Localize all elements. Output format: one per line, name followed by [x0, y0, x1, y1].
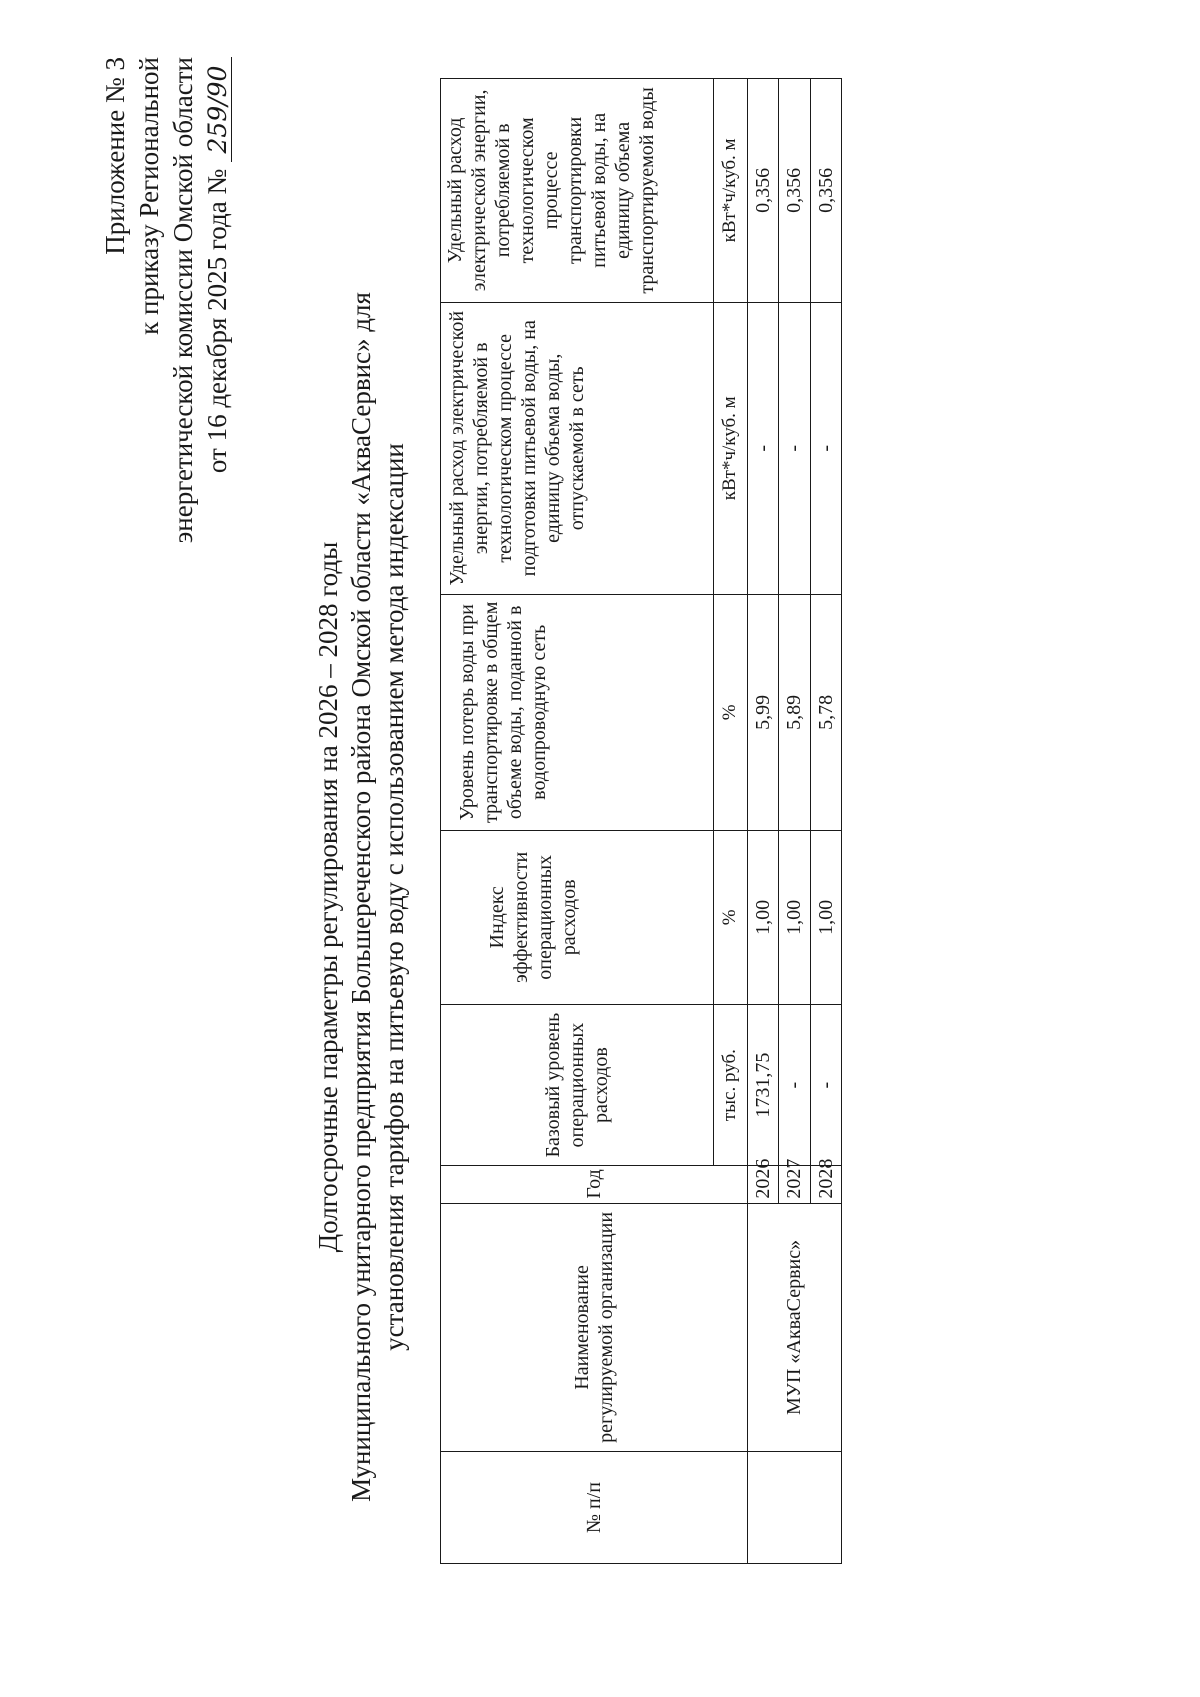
energy-transport-cell: 0,356	[779, 79, 810, 303]
year-cell: 2028	[810, 1166, 841, 1203]
parameters-table	[440, 78, 842, 1564]
header-row	[441, 79, 714, 1564]
loss-level-cell: 5,89	[779, 594, 810, 830]
col-header-energy-transport: Удельный расход электрической энергии, потребляемой в технологическом процессе транспортировки питьевой воды, на единицу объема транспортируемой воды	[441, 79, 714, 303]
document-title	[312, 157, 411, 1637]
row-num-cell	[747, 1452, 841, 1564]
col-header-year: Год	[441, 1166, 748, 1203]
loss-level-cell: 5,78	[810, 594, 841, 830]
title-line-2: Муниципального унитарного предприятия Большереченского района Омской области «АкваСервис» для	[346, 292, 376, 1502]
base-opex-cell: -	[779, 1004, 810, 1166]
efficiency-index-cell: 1,00	[779, 830, 810, 1004]
order-number-handwritten: 259/90	[205, 57, 232, 162]
annex-block	[98, 57, 234, 617]
base-opex-cell: 1731,75	[747, 1004, 778, 1166]
energy-prep-cell: -	[747, 302, 778, 594]
unit-loss-level: %	[714, 594, 748, 830]
energy-transport-cell: 0,356	[747, 79, 778, 303]
energy-transport-cell: 0,356	[810, 79, 841, 303]
annex-number: Приложение № 3	[100, 57, 130, 255]
efficiency-index-cell: 1,00	[747, 830, 778, 1004]
annex-date-line	[200, 57, 234, 617]
loss-level-cell: 5,99	[747, 594, 778, 830]
annex-commission: энергетической комиссии Омской области	[168, 57, 198, 544]
base-opex-cell: -	[810, 1004, 841, 1166]
title-line-1: Долгосрочные параметры регулирования на 2026 – 2028 годы	[313, 541, 343, 1253]
col-header-org: Наименование регулируемой организации	[441, 1203, 748, 1452]
org-name-cell: МУП «АкваСервис»	[747, 1203, 841, 1452]
title-line-3: установления тарифов на питьевую воду с использованием метода индексации	[379, 443, 409, 1351]
year-cell: 2027	[779, 1166, 810, 1203]
col-header-efficiency-index: Индекс эффективности операционных расходов	[441, 830, 714, 1004]
efficiency-index-cell: 1,00	[810, 830, 841, 1004]
unit-efficiency-index: %	[714, 830, 748, 1004]
year-cell: 2026	[747, 1166, 778, 1203]
col-header-num: № п/п	[441, 1452, 748, 1564]
annex-date: от 16 декабря 2025 года №	[202, 168, 232, 474]
col-header-base-opex: Базовый уровень операционных расходов	[441, 1004, 714, 1166]
energy-prep-cell: -	[779, 302, 810, 594]
col-header-loss-level: Уровень потерь воды при транспортировке в общем объеме воды, поданной в водопроводную сеть	[441, 594, 714, 830]
unit-energy-transport: кВт*ч/куб. м	[714, 79, 748, 303]
table-row	[747, 79, 778, 1564]
col-header-energy-prep: Удельный расход электрической энергии, потребляемой в технологическом процессе подготовки питьевой воды, на единицу объема воды, отпускаемой в сеть	[441, 302, 714, 594]
energy-prep-cell: -	[810, 302, 841, 594]
unit-base-opex: тыс. руб.	[714, 1004, 748, 1166]
annex-order-ref: к приказу Региональной	[134, 57, 164, 335]
unit-energy-prep: кВт*ч/куб. м	[714, 302, 748, 594]
